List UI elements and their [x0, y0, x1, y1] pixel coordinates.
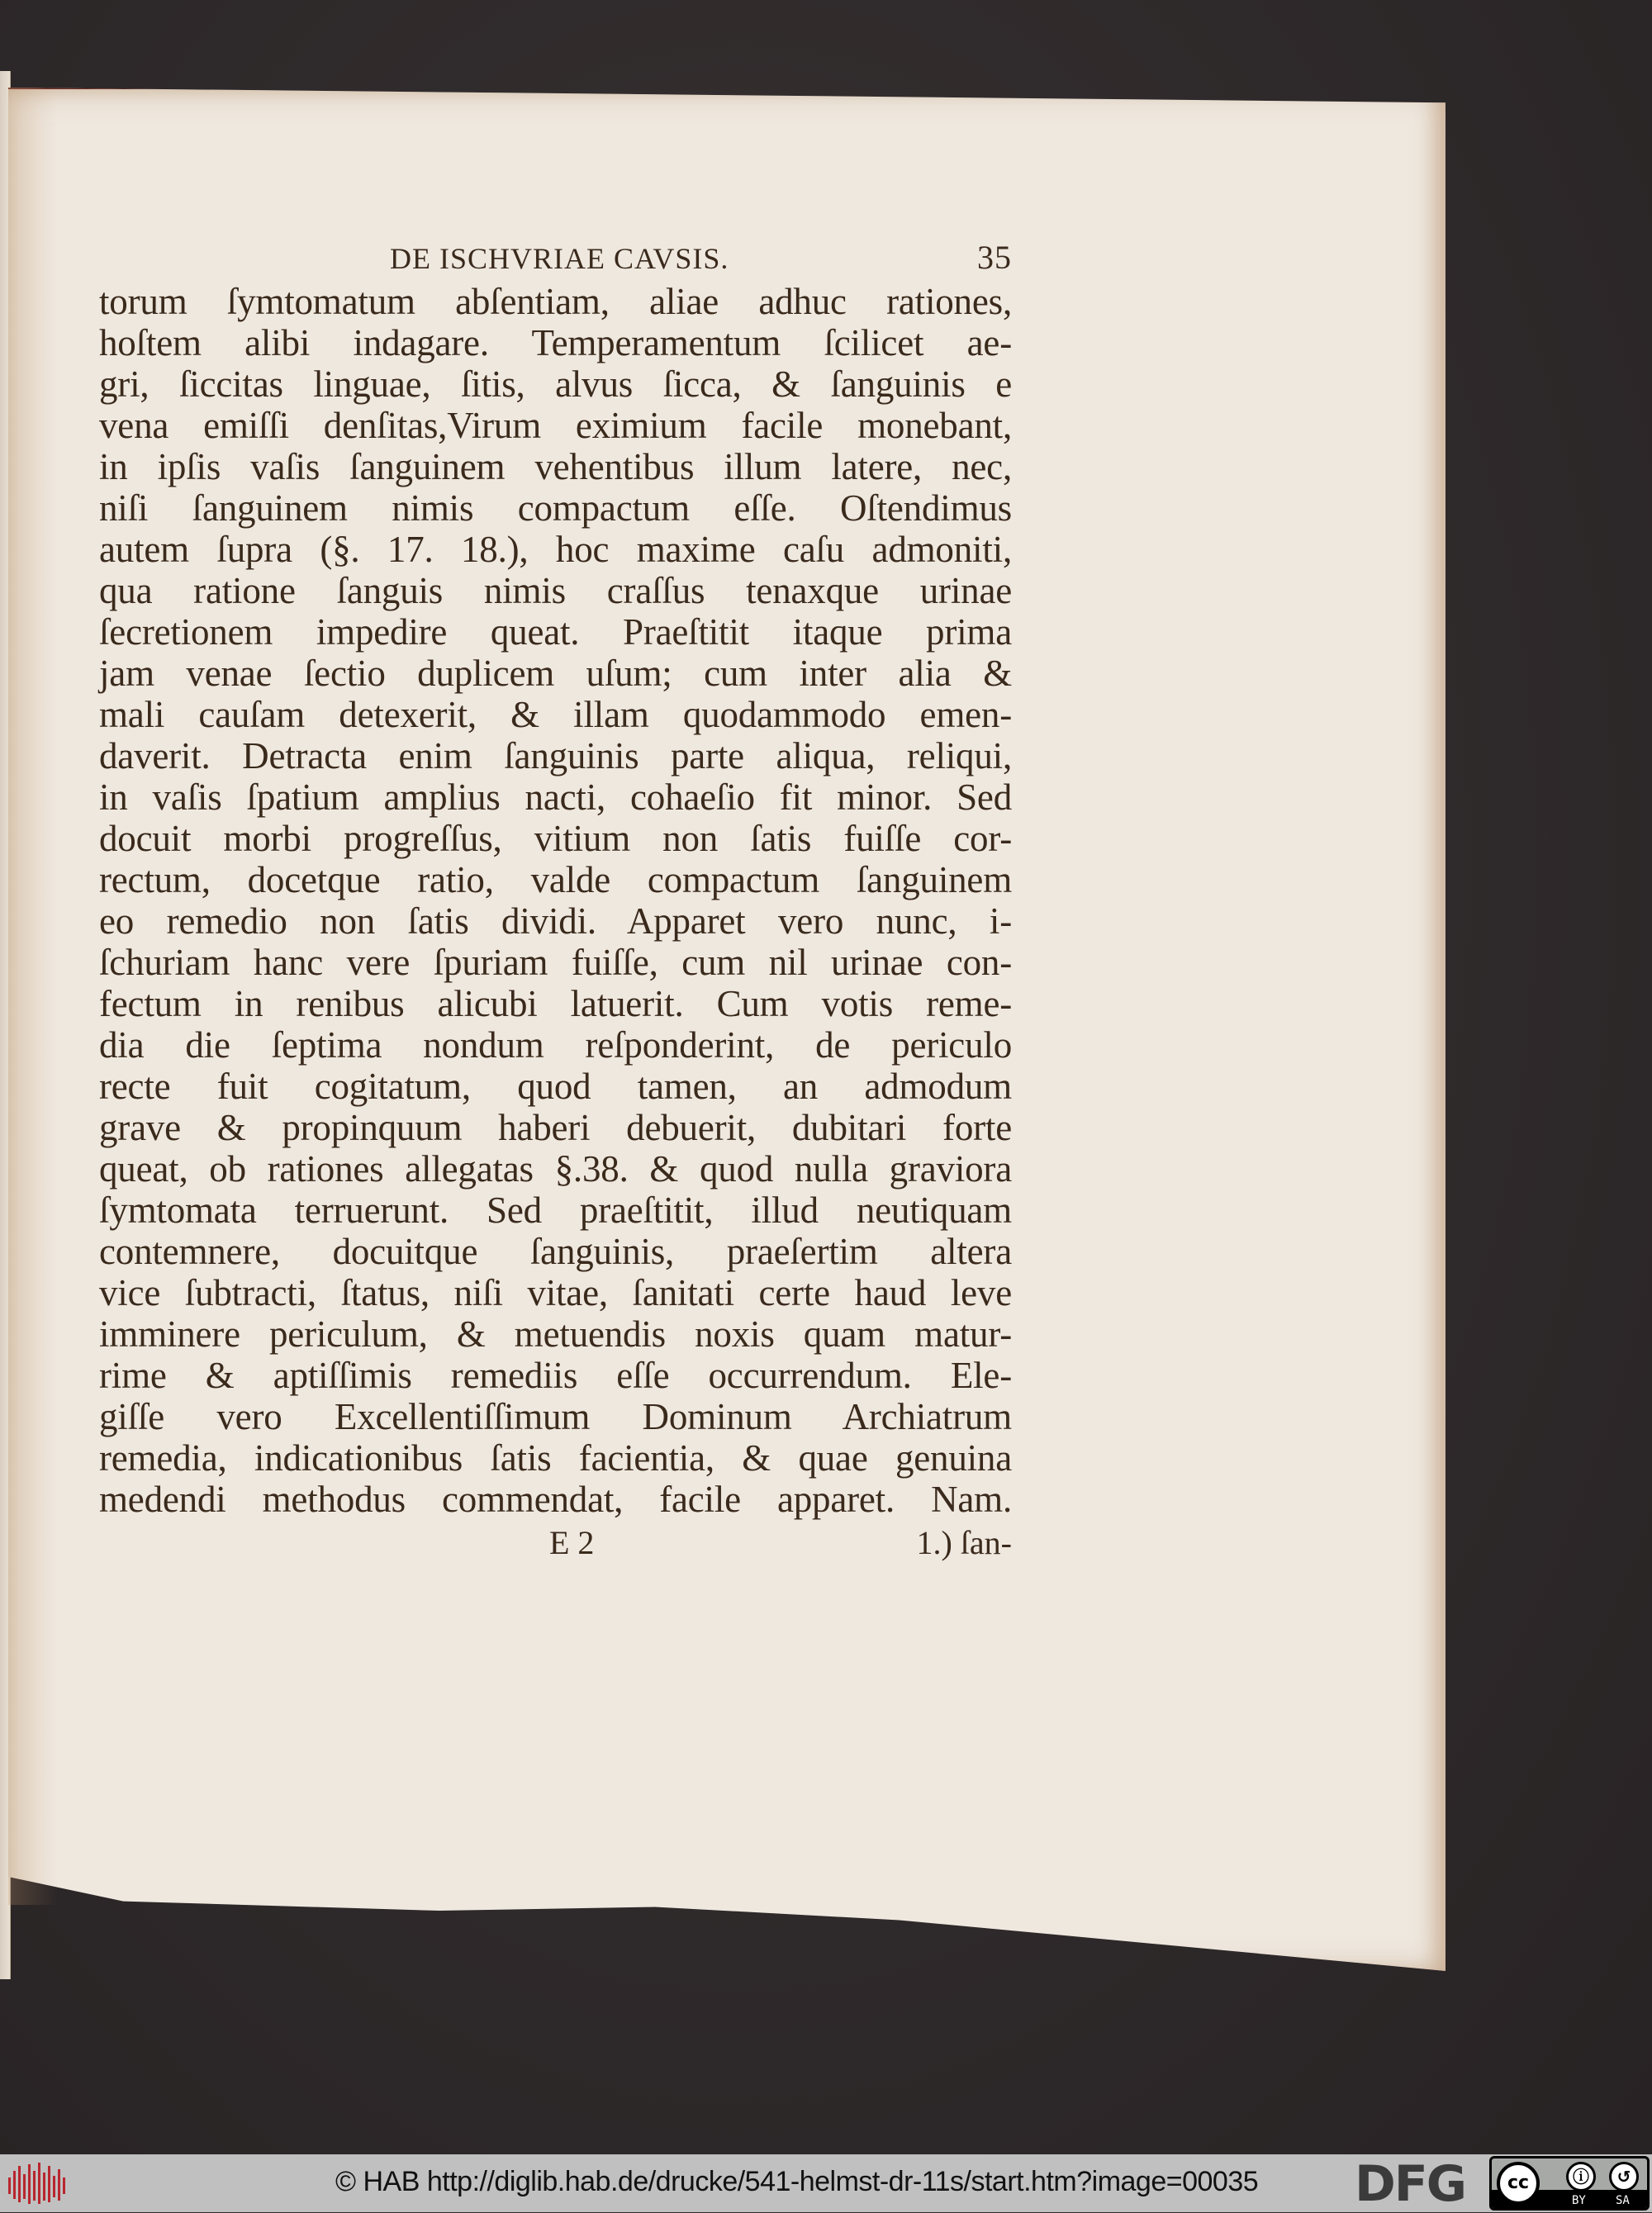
body-text	[99, 281, 1012, 1520]
text-line: dia die ſeptima nondum reſponderint, de periculo	[99, 1024, 1012, 1066]
share-alike-icon: ↺	[1609, 2162, 1639, 2192]
hab-logo-icon[interactable]	[5, 2159, 69, 2207]
text-line: in vaſis ſpatium amplius nacti, cohaeſio fit minor. Sed	[99, 776, 1012, 818]
dfg-logo[interactable]: DFG	[1355, 2155, 1466, 2213]
text-line: remedia, indicationibus ſatis facientia, & quae genuina	[99, 1437, 1012, 1479]
text-line: autem ſupra (§. 17. 18.), hoc maxime caſu admoniti,	[99, 529, 1012, 570]
text-line: daverit. Detracta enim ſanguinis parte aliqua, reliqui,	[99, 735, 1012, 776]
cc-icon: cc	[1497, 2162, 1540, 2205]
gutter-shadow	[8, 88, 58, 1905]
copyright-link[interactable]: © HAB http://diglib.hab.de/drucke/541-helmst-dr-11s/start.htm?image=00035	[335, 2166, 1259, 2197]
catchword: 1.) ſan-	[916, 1524, 1012, 1561]
text-line: niſi ſanguinem nimis compactum eſſe. Oſtendimus	[99, 487, 1012, 529]
text-line: contemnere, docuitque ſanguinis, praeſertim altera	[99, 1231, 1012, 1272]
text-line: recte fuit cogitatum, quod tamen, an admodum	[99, 1066, 1012, 1107]
text-line: docuit morbi progreſſus, vitium non ſatis fuiſſe cor-	[99, 818, 1012, 859]
text-line: in ipſis vaſis ſanguinem vehentibus illum latere, nec,	[99, 446, 1012, 487]
by-label: BY	[1572, 2194, 1586, 2207]
text-line: rime & aptiſſimis remediis eſſe occurrendum. Ele-	[99, 1355, 1012, 1396]
sa-label: SA	[1616, 2194, 1630, 2207]
text-line: fectum in renibus alicubi latuerit. Cum votis reme-	[99, 983, 1012, 1024]
text-line: imminere periculum, & metuendis noxis quam matur-	[99, 1313, 1012, 1355]
text-line: giſſe vero Excellentiſſimum Dominum Archiatrum	[99, 1396, 1012, 1437]
text-line: queat, ob rationes allegatas §.38. & quod nulla graviora	[99, 1148, 1012, 1190]
signature-line	[99, 1522, 1012, 1568]
text-line: ſymtomata terruerunt. Sed praeſtitit, illud neutiquam	[99, 1190, 1012, 1231]
text-line: vice ſubtracti, ſtatus, niſi vitae, ſanitati certe haud leve	[99, 1272, 1012, 1313]
signature-mark: E 2	[549, 1524, 595, 1561]
text-line: gri, ſiccitas linguae, ſitis, alvus ſicca, & ſanguinis e	[99, 363, 1012, 405]
text-line: vena emiſſi denſitas,Virum eximium facile monebant,	[99, 405, 1012, 446]
running-head-title: DE ISCHVRIAE CAVSIS.	[390, 242, 729, 275]
text-line: rectum, docetque ratio, valde compactum ſanguinem	[99, 859, 1012, 900]
footer-bar	[0, 2154, 1652, 2212]
text-line: grave & propinquum haberi debuerit, dubitari forte	[99, 1107, 1012, 1148]
running-head	[99, 238, 1012, 281]
text-line: medendi methodus commendat, facile apparet. Nam.	[99, 1479, 1012, 1520]
text-line: jam venae ſectio duplicem uſum; cum inter alia &	[99, 653, 1012, 694]
text-line: mali cauſam detexerit, & illam quodammodo emen-	[99, 694, 1012, 735]
text-line: ſchuriam hanc vere ſpuriam fuiſſe, cum nil urinae con-	[99, 942, 1012, 983]
text-line: ſecretionem impedire queat. Praeſtitit itaque prima	[99, 611, 1012, 653]
cc-by-sa-license-badge[interactable]	[1489, 2156, 1650, 2211]
by-attribution-icon: ⓘ	[1566, 2162, 1596, 2192]
text-line: torum ſymtomatum abſentiam, aliae adhuc rationes,	[99, 281, 1012, 322]
page-number: 35	[977, 239, 1012, 276]
text-line: qua ratione ſanguis nimis craſſus tenaxque urinae	[99, 570, 1012, 611]
page-text	[99, 238, 1012, 1568]
text-line: hoſtem alibi indagare. Temperamentum ſcilicet ae-	[99, 322, 1012, 363]
text-line: eo remedio non ſatis dividi. Apparet vero nunc, i-	[99, 900, 1012, 942]
